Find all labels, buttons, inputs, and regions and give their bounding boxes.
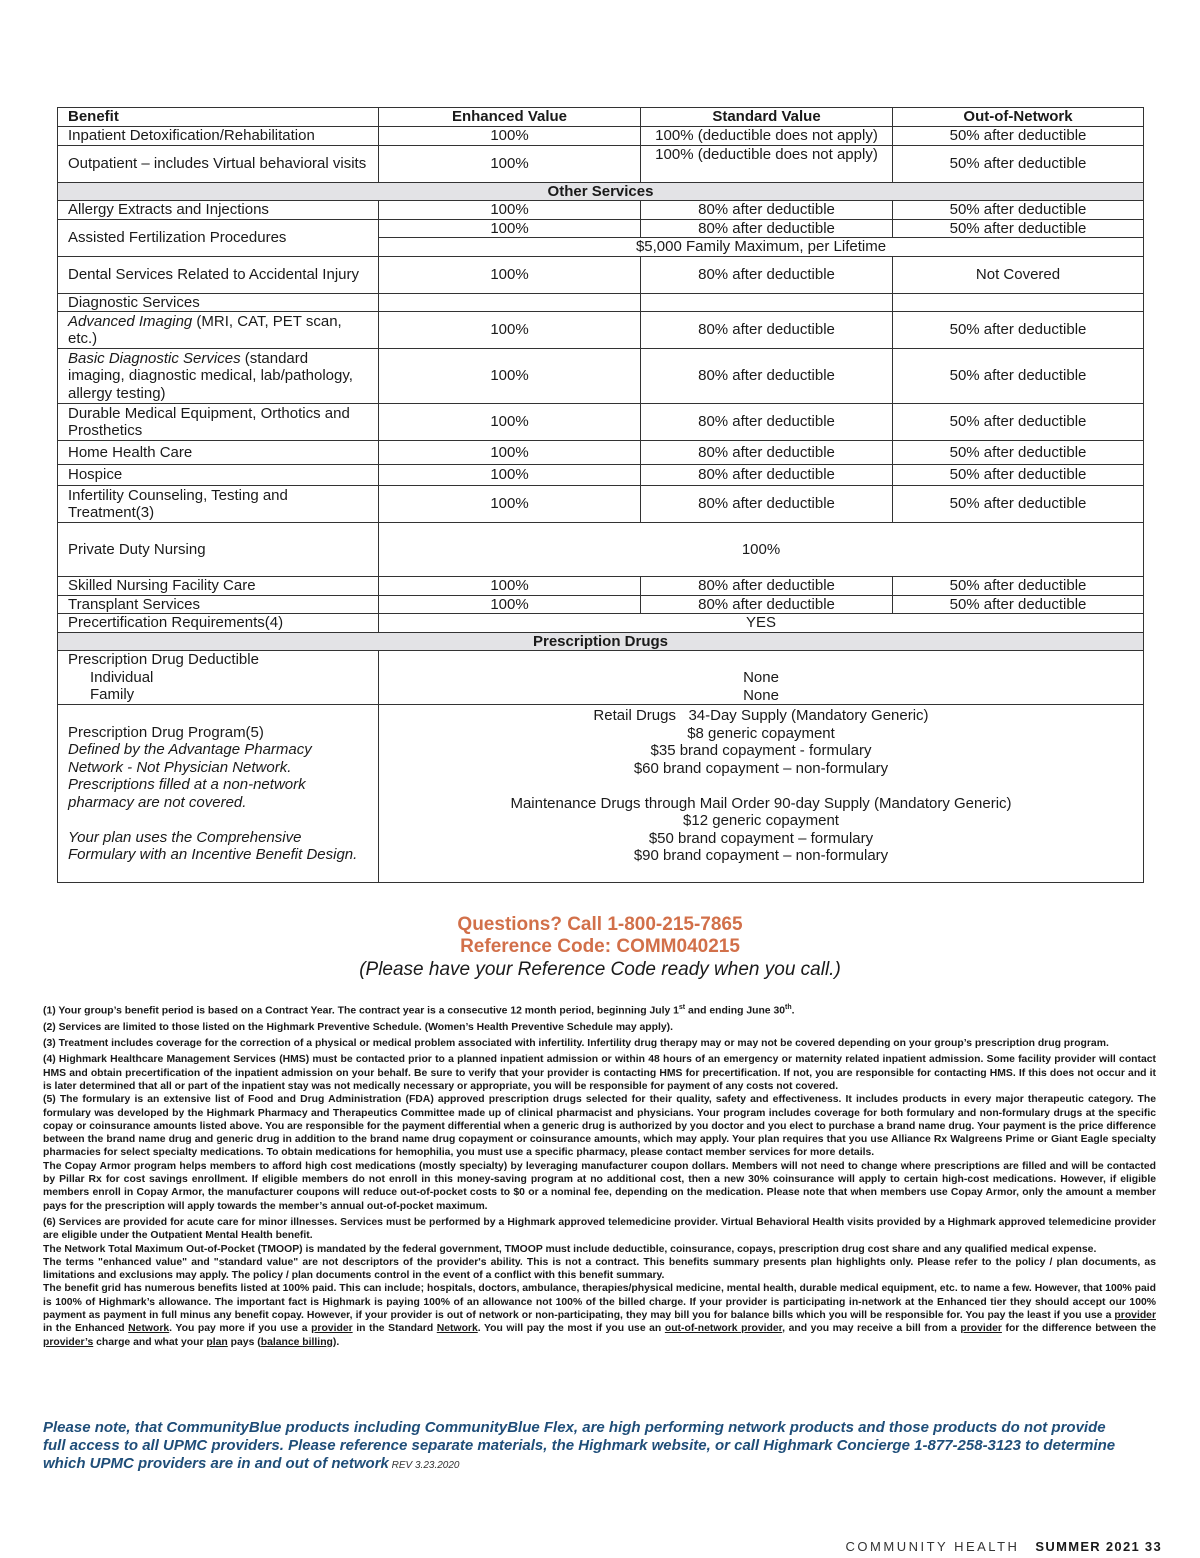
header-standard: Standard Value: [641, 108, 893, 127]
provider-link[interactable]: provider: [960, 1323, 1002, 1335]
row-standard: 80% after deductible: [641, 349, 893, 404]
page-footer: [846, 1539, 1162, 1554]
row-label: Outpatient – includes Virtual behavioral visits: [58, 145, 379, 182]
note-text: . You will pay the most if you use an: [477, 1323, 665, 1335]
row-label: Home Health Care: [58, 441, 379, 465]
row-oon: 50% after deductible: [893, 312, 1144, 349]
row-standard: 80% after deductible: [641, 219, 893, 238]
footnote-2: (2) Services are limited to those listed on the Highmark Preventive Schedule. (Women’s Health Preventive Schedule may apply).: [43, 1021, 673, 1033]
table-row: [58, 651, 1144, 705]
row-standard: 80% after deductible: [641, 404, 893, 441]
community-text: Please note, that CommunityBlue products including CommunityBlue Flex, are high performing network products and those products do not provide full access to all UPMC providers. Please reference separate materials, the Highmark website, or call Highmark Concierge 1-877-258-3123 to determine which UPMC providers are in and out of network: [43, 1419, 1116, 1472]
note-text: in the Enhanced: [43, 1323, 129, 1335]
table-row: [58, 441, 1144, 465]
provider-link[interactable]: provider: [311, 1323, 353, 1335]
table-row: [58, 127, 1144, 146]
rx-family-label: Family: [90, 686, 135, 704]
row-oon: 50% after deductible: [893, 577, 1144, 596]
note-sup: th: [785, 1004, 792, 1011]
mail-heading: Maintenance Drugs through Mail Order 90-day Supply (Mandatory Generic): [510, 794, 1012, 812]
row-standard: 80% after deductible: [641, 256, 893, 293]
note-text: (1) Your group’s benefit period is based on a Contract Year. The contract year is a consecutive 12 month period, beginning July 1: [43, 1005, 679, 1017]
row-enhanced: 100%: [379, 577, 641, 596]
note-text: ).: [332, 1336, 340, 1348]
row-oon: 50% after deductible: [893, 404, 1144, 441]
row-label: [58, 705, 379, 883]
benefit-grid-note: [43, 1282, 1156, 1348]
row-label: Skilled Nursing Facility Care: [58, 577, 379, 596]
row-label: Dental Services Related to Accidental Injury: [58, 256, 379, 293]
footnote-6: (6) Services are provided for acute care for minor illnesses. Services must be performed by a Highmark approved telemedicine provider. Virtual Behavioral Health visits provided by a Highmark approved telemedicine provider are eligible under the Outpatient Mental Health benefit.: [43, 1216, 1156, 1242]
rx-copay-values: [379, 705, 1144, 883]
oon-provider-link[interactable]: out-of-network provider: [664, 1323, 783, 1335]
table-row: [58, 349, 1144, 404]
tmoop-note: The Network Total Maximum Out-of-Pocket (TMOOP) is mandated by the federal government, TMOOP must include deductible, coinsurance, copays, prescription drug cost share and any qualified medical expense.: [43, 1243, 1097, 1255]
row-oon: 50% after deductible: [893, 465, 1144, 486]
label-rest: (standard imaging, diagnostic medical, lab/pathology, allergy testing): [68, 349, 353, 402]
row-value: 100%: [379, 523, 1144, 577]
row-oon: 50% after deductible: [893, 145, 1144, 182]
row-standard: 80% after deductible: [641, 595, 893, 614]
table-row: [58, 404, 1144, 441]
row-label: Precertification Requirements(4): [58, 614, 379, 633]
row-enhanced: 100%: [379, 595, 641, 614]
row-enhanced: 100%: [379, 441, 641, 465]
note-text: . You pay more if you use a: [169, 1323, 312, 1335]
row-label: Private Duty Nursing: [58, 523, 379, 577]
row-oon: 50% after deductible: [893, 127, 1144, 146]
footnotes: [43, 1001, 1156, 1352]
note-text: .: [791, 1005, 795, 1017]
rx-individual-value: None: [743, 669, 779, 686]
row-standard: 100% (deductible does not apply): [641, 127, 893, 146]
table-row: [58, 595, 1144, 614]
table-row: [58, 614, 1144, 633]
table-row: [58, 523, 1144, 577]
reference-note: (Please have your Reference Code ready when you call.): [359, 959, 841, 980]
row-label: Transplant Services: [58, 595, 379, 614]
row-oon: 50% after deductible: [893, 349, 1144, 404]
row-standard: 100% (deductible does not apply): [641, 145, 893, 182]
row-label: [58, 349, 379, 404]
contact-block: [0, 914, 1200, 982]
issue-page: SUMMER 2021 33: [1035, 1539, 1162, 1554]
table-row: [58, 201, 1144, 220]
network-link[interactable]: Network: [436, 1323, 478, 1335]
provider-link[interactable]: provider: [1114, 1310, 1156, 1321]
table-row: [58, 145, 1144, 182]
note-text: for the difference between the: [1001, 1323, 1156, 1335]
table-row: [58, 577, 1144, 596]
note-text: The benefit grid has numerous benefits listed at 100% paid. This can include; hospitals, doctors, ambulance, therapies/physical medicine, mental health, durable medical equipment, etc. to name a few. However, that 100% paid is 100% of Highmark’s allowance. The important fact is Highmark is paying 100% of an allowance not 100% of the billed charge. If your provider is participating in-network at the Enhanced tier they should accept our 100% payment as payment in full minus any benefit copay. However, if your provider is out of network or non-participating, they may bill you for balance bills which you will be responsible for. You pay the least if you use a: [43, 1283, 1156, 1321]
footnote-3: (3) Treatment includes coverage for the correction of a physical or medical problem associated with infertility. Infertility drug therapy may or may not be covered depending on your group’s prescription drug program.: [43, 1038, 1109, 1050]
row-label: Inpatient Detoxification/Rehabilitation: [58, 127, 379, 146]
table-header-row: [58, 108, 1144, 127]
section-other-services: Other Services: [58, 182, 1144, 201]
section-header: [58, 632, 1144, 651]
table-row: [58, 465, 1144, 486]
row-oon: Not Covered: [893, 256, 1144, 293]
row-enhanced: 100%: [379, 404, 641, 441]
rx-formulary-note: Your plan uses the Comprehensive Formulary with an Incentive Benefit Design.: [68, 828, 358, 863]
mail-line: $50 brand copayment – formulary: [648, 829, 874, 847]
rx-individual-label: Individual: [90, 668, 154, 686]
label-italic: Advanced Imaging: [68, 312, 193, 330]
row-label: Assisted Fertilization Procedures: [58, 219, 379, 256]
rx-network-note: Defined by the Advantage Pharmacy Network - Not Physician Network. Prescriptions filled at a non-network pharmacy are not covered.: [68, 741, 312, 811]
row-label: [58, 651, 379, 705]
label-rest: (MRI, CAT, PET scan, etc.): [68, 312, 342, 347]
row-label: Allergy Extracts and Injections: [58, 201, 379, 220]
row-label: Hospice: [58, 465, 379, 486]
table-row: [58, 256, 1144, 293]
reference-code: Reference Code: COMM040215: [460, 936, 740, 957]
label-italic: Basic Diagnostic Services: [68, 349, 241, 367]
row-oon: 50% after deductible: [893, 595, 1144, 614]
magazine-name: COMMUNITY HEALTH: [845, 1539, 1020, 1554]
row-enhanced: 100%: [379, 256, 641, 293]
row-standard: 80% after deductible: [641, 465, 893, 486]
network-link[interactable]: Network: [128, 1323, 170, 1335]
row-oon: 50% after deductible: [893, 219, 1144, 238]
row-empty: [893, 293, 1144, 312]
section-prescription-drugs: Prescription Drugs: [58, 632, 1144, 651]
row-oon: 50% after deductible: [893, 486, 1144, 523]
mail-line: $12 generic copayment: [683, 812, 839, 829]
rx-family-value: None: [743, 686, 779, 704]
copay-armor-note: The Copay Armor program helps members to afford high cost medications (mostly specialty) by leveraging manufacturer coupon dollars. Members will not need to change where prescriptions are filled and will be contacted by Pillar Rx for cost savings enrollment. If eligible members do not enroll in this money-saving program at no additional cost, then a new 30% coinsurance will apply to certain high-cost medications. However, if eligible members enroll in Copay Armor, the manufacturer coupons will reduce out-of-pocket costs to $0 or a nominal fee, depending on the medication. Please note that when members use Copay Armor, only the amount a member pays for the prescription will apply towards the member’s annual out-of-pocket maximum.: [43, 1160, 1156, 1212]
note-text: and ending June 30: [685, 1005, 786, 1017]
note-text: in the Standard: [352, 1323, 437, 1335]
row-empty: [379, 293, 641, 312]
retail-line: $8 generic copayment: [687, 724, 835, 742]
row-standard: 80% after deductible: [641, 486, 893, 523]
balance-billing-link[interactable]: balance billing: [260, 1336, 333, 1348]
mail-line: $90 brand copayment – non-formulary: [633, 847, 889, 864]
row-value: YES: [379, 614, 1144, 633]
row-standard: 80% after deductible: [641, 312, 893, 349]
footnote-1: [43, 1001, 1156, 1018]
retail-line: $60 brand copayment – non-formulary: [633, 759, 889, 777]
row-standard: 80% after deductible: [641, 577, 893, 596]
revision-date: REV 3.23.2020: [388, 1460, 460, 1471]
note-sup: st: [678, 1004, 686, 1011]
header-oon: Out-of-Network: [893, 108, 1144, 127]
fertility-lifetime-max: $5,000 Family Maximum, per Lifetime: [379, 238, 1144, 257]
note-text: charge and what your: [93, 1336, 207, 1348]
providers-link[interactable]: provider’s: [43, 1336, 94, 1348]
row-enhanced: 100%: [379, 465, 641, 486]
row-oon: 50% after deductible: [893, 441, 1144, 465]
row-label: Durable Medical Equipment, Orthotics and Prosthetics: [58, 404, 379, 441]
header-benefit: Benefit: [58, 108, 379, 127]
retail-line: $35 brand copayment - formulary: [650, 742, 872, 759]
row-label: Diagnostic Services: [58, 293, 379, 312]
row-standard: 80% after deductible: [641, 441, 893, 465]
row-enhanced: 100%: [379, 127, 641, 146]
benefits-table: [57, 107, 1144, 883]
header-enhanced: Enhanced Value: [379, 108, 641, 127]
plan-link[interactable]: plan: [206, 1336, 228, 1348]
rx-deductible-label: Prescription Drug Deductible: [68, 651, 259, 669]
note-text: pays (: [227, 1336, 261, 1348]
note-text: , and you may receive a bill from a: [782, 1323, 961, 1335]
table-row: [58, 705, 1144, 883]
row-label: Infertility Counseling, Testing and Treatment(3): [58, 486, 379, 523]
row-value: [379, 651, 1144, 705]
row-enhanced: 100%: [379, 312, 641, 349]
row-enhanced: 100%: [379, 486, 641, 523]
table-row: [58, 312, 1144, 349]
row-standard: 80% after deductible: [641, 201, 893, 220]
row-enhanced: 100%: [379, 145, 641, 182]
row-enhanced: 100%: [379, 349, 641, 404]
row-enhanced: 100%: [379, 201, 641, 220]
table-row: [58, 293, 1144, 312]
row-enhanced: 100%: [379, 219, 641, 238]
row-empty: [641, 293, 893, 312]
section-header: [58, 182, 1144, 201]
communityblue-note: [43, 1419, 1123, 1475]
questions-phone: Questions? Call 1-800-215-7865: [457, 914, 743, 935]
table-row: [58, 486, 1144, 523]
row-oon: 50% after deductible: [893, 201, 1144, 220]
footnote-4: (4) Highmark Healthcare Management Services (HMS) must be contacted prior to a planned inpatient admission or within 48 hours of an emergency or maternity related inpatient admission. Some facility provider will contact HMS and obtain precertification of the inpatient admission on your behalf. Be sure to verify that your provider is contacting HMS for precertification. If not, you are responsible for contacting HMS. If this does not occur and it is later determined that all or part of the inpatient stay was not medically necessary or appropriate, you will be responsible for payment of any costs not covered.: [43, 1054, 1156, 1092]
row-label: [58, 312, 379, 349]
terms-note: The terms "enhanced value" and "standard value" are not descriptors of the provider's ability. This is not a contract. This benefits summary presents plan highlights only. Please refer to the policy / plan documents, as limitations and exclusions may apply. The policy / plan documents control in the event of a conflict with this benefit summary.: [43, 1256, 1156, 1282]
table-row: [58, 219, 1144, 238]
footnote-5: (5) The formulary is an extensive list of Food and Drug Administration (FDA) approved prescription drugs selected for their quality, safety and effectiveness. It includes products in every major therapeutic category. The formulary was developed by the Highmark Pharmacy and Therapeutics Committee made up of clinical pharmacist and physicians. Your program includes coverage for both formulary and non-formulary drugs at the specific copay or coinsurance amounts listed above. You are responsible for the payment differential when a generic drug is authorized by you doctor and you elect to purchase a brand name drug. Your payment is the price difference between the brand name drug and generic drug in addition to the brand name drug copayment or coinsurance amounts, which may apply. Your plan requires that you use Alliance Rx Walgreens Prime or Giant Eagle specialty pharmacies for select specialty medications. To obtain medications for hemophilia, you must use a specific pharmacy, please contact member services for more details.: [43, 1094, 1156, 1159]
rx-program-label: Prescription Drug Program(5): [68, 723, 264, 741]
retail-heading: Retail Drugs 34-Day Supply (Mandatory Generic): [593, 707, 929, 724]
